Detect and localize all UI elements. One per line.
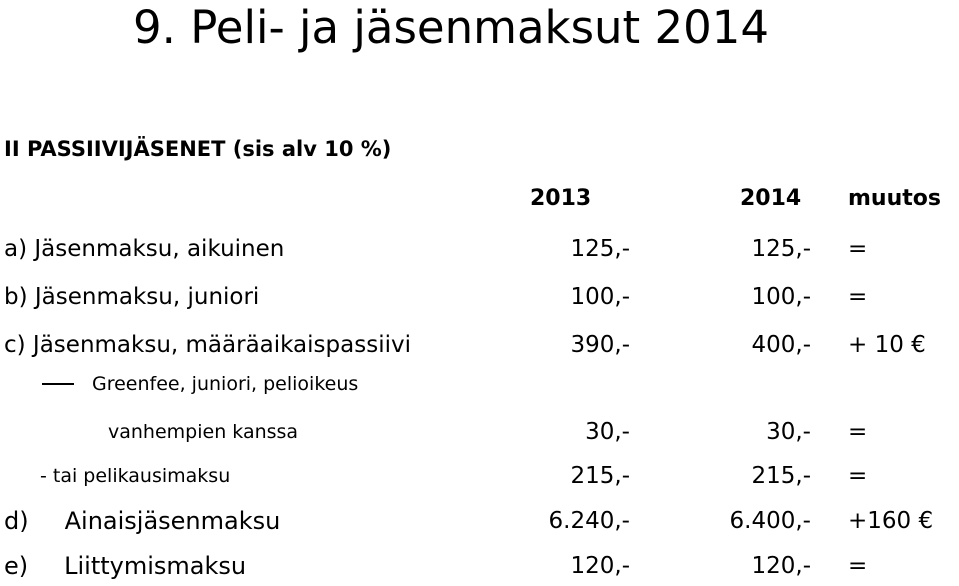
sub-list-item <box>0 364 959 404</box>
section-heading: II PASSIIVIJÄSENET (sis alv 10 %) <box>4 137 392 161</box>
value-2013: 6.240,- <box>548 508 630 534</box>
value-2014: 100,- <box>751 284 811 310</box>
row-label <box>4 546 246 586</box>
value-2013: 125,- <box>570 236 630 262</box>
value-2014: 125,- <box>751 236 811 262</box>
value-2014: 30,- <box>766 419 811 445</box>
sub-list-item <box>0 456 959 496</box>
sub-list-item <box>0 412 959 452</box>
value-2013: 390,- <box>570 332 630 358</box>
row-label <box>4 501 280 541</box>
value-2014: 6.400,- <box>729 508 811 534</box>
value-change: = <box>848 236 868 262</box>
value-change: + 10 € <box>848 332 926 358</box>
sub-item-label: Greenfee, juniori, pelioikeus <box>92 373 359 395</box>
table-row <box>0 546 959 586</box>
row-label: c) Jäsenmaksu, määräaikaispassiivi <box>4 332 411 358</box>
sub-item-label: - tai pelikausimaksu <box>40 465 231 487</box>
table-row <box>0 277 959 317</box>
row-label: b) Jäsenmaksu, juniori <box>4 284 260 310</box>
value-2013: 30,- <box>585 419 630 445</box>
page-title: 9. Peli- ja jäsenmaksut 2014 <box>133 1 770 54</box>
value-2014: 215,- <box>751 463 811 489</box>
row-letter: e) <box>4 552 29 580</box>
table-row <box>0 229 959 269</box>
row-label-text: Ainaisjäsenmaksu <box>64 507 281 535</box>
table-row <box>0 325 959 365</box>
value-2013: 215,- <box>570 463 630 489</box>
value-2013: 100,- <box>570 284 630 310</box>
dash-bullet <box>42 383 74 385</box>
row-label: a) Jäsenmaksu, aikuinen <box>4 236 285 262</box>
row-label-text: Liittymismaksu <box>64 552 247 580</box>
table-row <box>0 501 959 541</box>
value-2013: 120,- <box>570 553 630 579</box>
value-change: = <box>848 419 868 445</box>
row-letter: d) <box>4 507 29 535</box>
column-header-2013: 2013 <box>530 186 592 211</box>
column-header-change: muutos <box>848 186 941 211</box>
value-change: = <box>848 284 868 310</box>
value-2014: 120,- <box>751 553 811 579</box>
sub-item-label: vanhempien kanssa <box>108 421 299 443</box>
value-change: = <box>848 463 868 489</box>
column-header-2014: 2014 <box>740 186 802 211</box>
value-change: +160 € <box>848 508 934 534</box>
value-change: = <box>848 553 868 579</box>
value-2014: 400,- <box>751 332 811 358</box>
